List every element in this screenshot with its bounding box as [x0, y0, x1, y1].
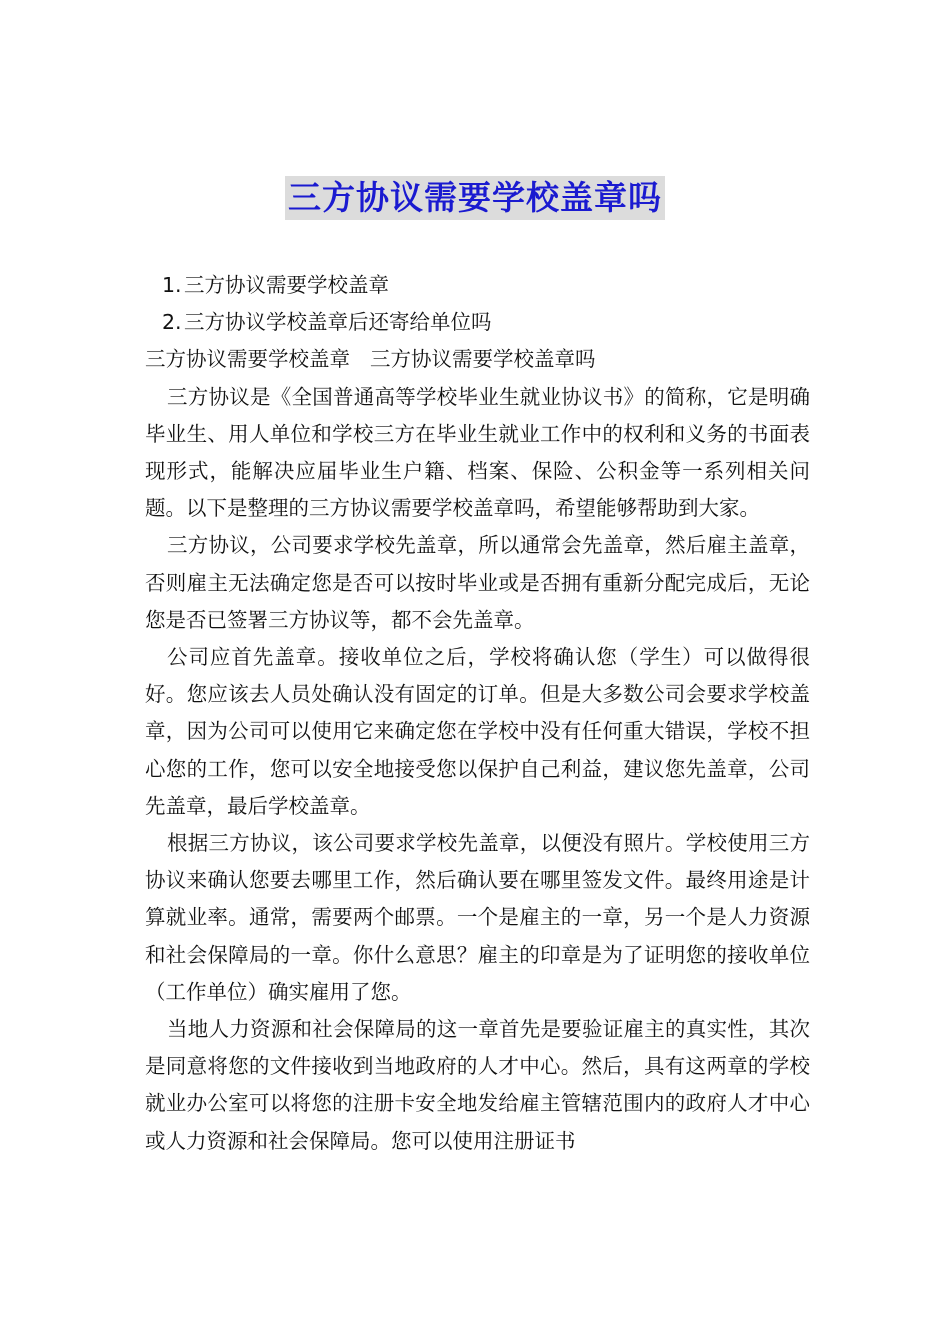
paragraph-3: 公司应首先盖章。接收单位之后，学校将确认您（学生）可以做得很好。您应该去人员处确认没有固定的订单。但是大多数公司会要求学校盖章，因为公司可以使用它来确定您在学校中没有任何重大错误，学校不担心您的工作，您可以安全地接受您以保护自己利益，建议您先盖章，公司先盖章，最后学校盖章。 [145, 645, 810, 818]
title-wrapper [0, 176, 950, 220]
toc-item-1[interactable] [145, 267, 810, 304]
page-title: 三方协议需要学校盖章吗 [285, 176, 665, 220]
toc-text: 三方协议需要学校盖章 [184, 273, 389, 297]
section-heading-part1: 三方协议需要学校盖章 [145, 347, 350, 372]
paragraph-5: 当地人力资源和社会保障局的这一章首先是要验证雇主的真实性，其次是同意将您的文件接收到当地政府的人才中心。然后，具有这两章的学校就业办公室可以将您的注册卡安全地发给雇主管辖范围内的政府人才中心或人力资源和社会保障局。您可以使用注册证书 [145, 1017, 810, 1153]
section-heading [145, 341, 810, 378]
paragraph-4: 根据三方协议，该公司要求学校先盖章，以便没有照片。学校使用三方协议来确认您要去哪里工作，然后确认要在哪里签发文件。最终用途是计算就业率。通常，需要两个邮票。一个是雇主的一章，另一个是人力资源和社会保障局的一章。你什么意思？雇主的印章是为了证明您的接收单位（工作单位）确实雇用了您。 [145, 831, 810, 1004]
section-heading-part2: 三方协议需要学校盖章吗 [370, 347, 596, 372]
paragraph-1: 三方协议是《全国普通高等学校毕业生就业协议书》的简称，它是明确毕业生、用人单位和学校三方在毕业生就业工作中的权利和义务的书面表现形式，能解决应届毕业生户籍、档案、保险、公积金等一系列相关问题。以下是整理的三方协议需要学校盖章吗，希望能够帮助到大家。 [145, 384, 810, 521]
toc-number: 2. [162, 310, 182, 335]
toc-item-2[interactable] [145, 304, 810, 341]
document-body [145, 267, 810, 1160]
paragraph-2: 三方协议，公司要求学校先盖章，所以通常会先盖章，然后雇主盖章，否则雇主无法确定您是否可以按时毕业或是否拥有重新分配完成后，无论您是否已签署三方协议等，都不会先盖章。 [145, 533, 810, 632]
toc-number: 1. [162, 273, 182, 297]
toc-text: 三方协议学校盖章后还寄给单位吗 [184, 310, 492, 335]
